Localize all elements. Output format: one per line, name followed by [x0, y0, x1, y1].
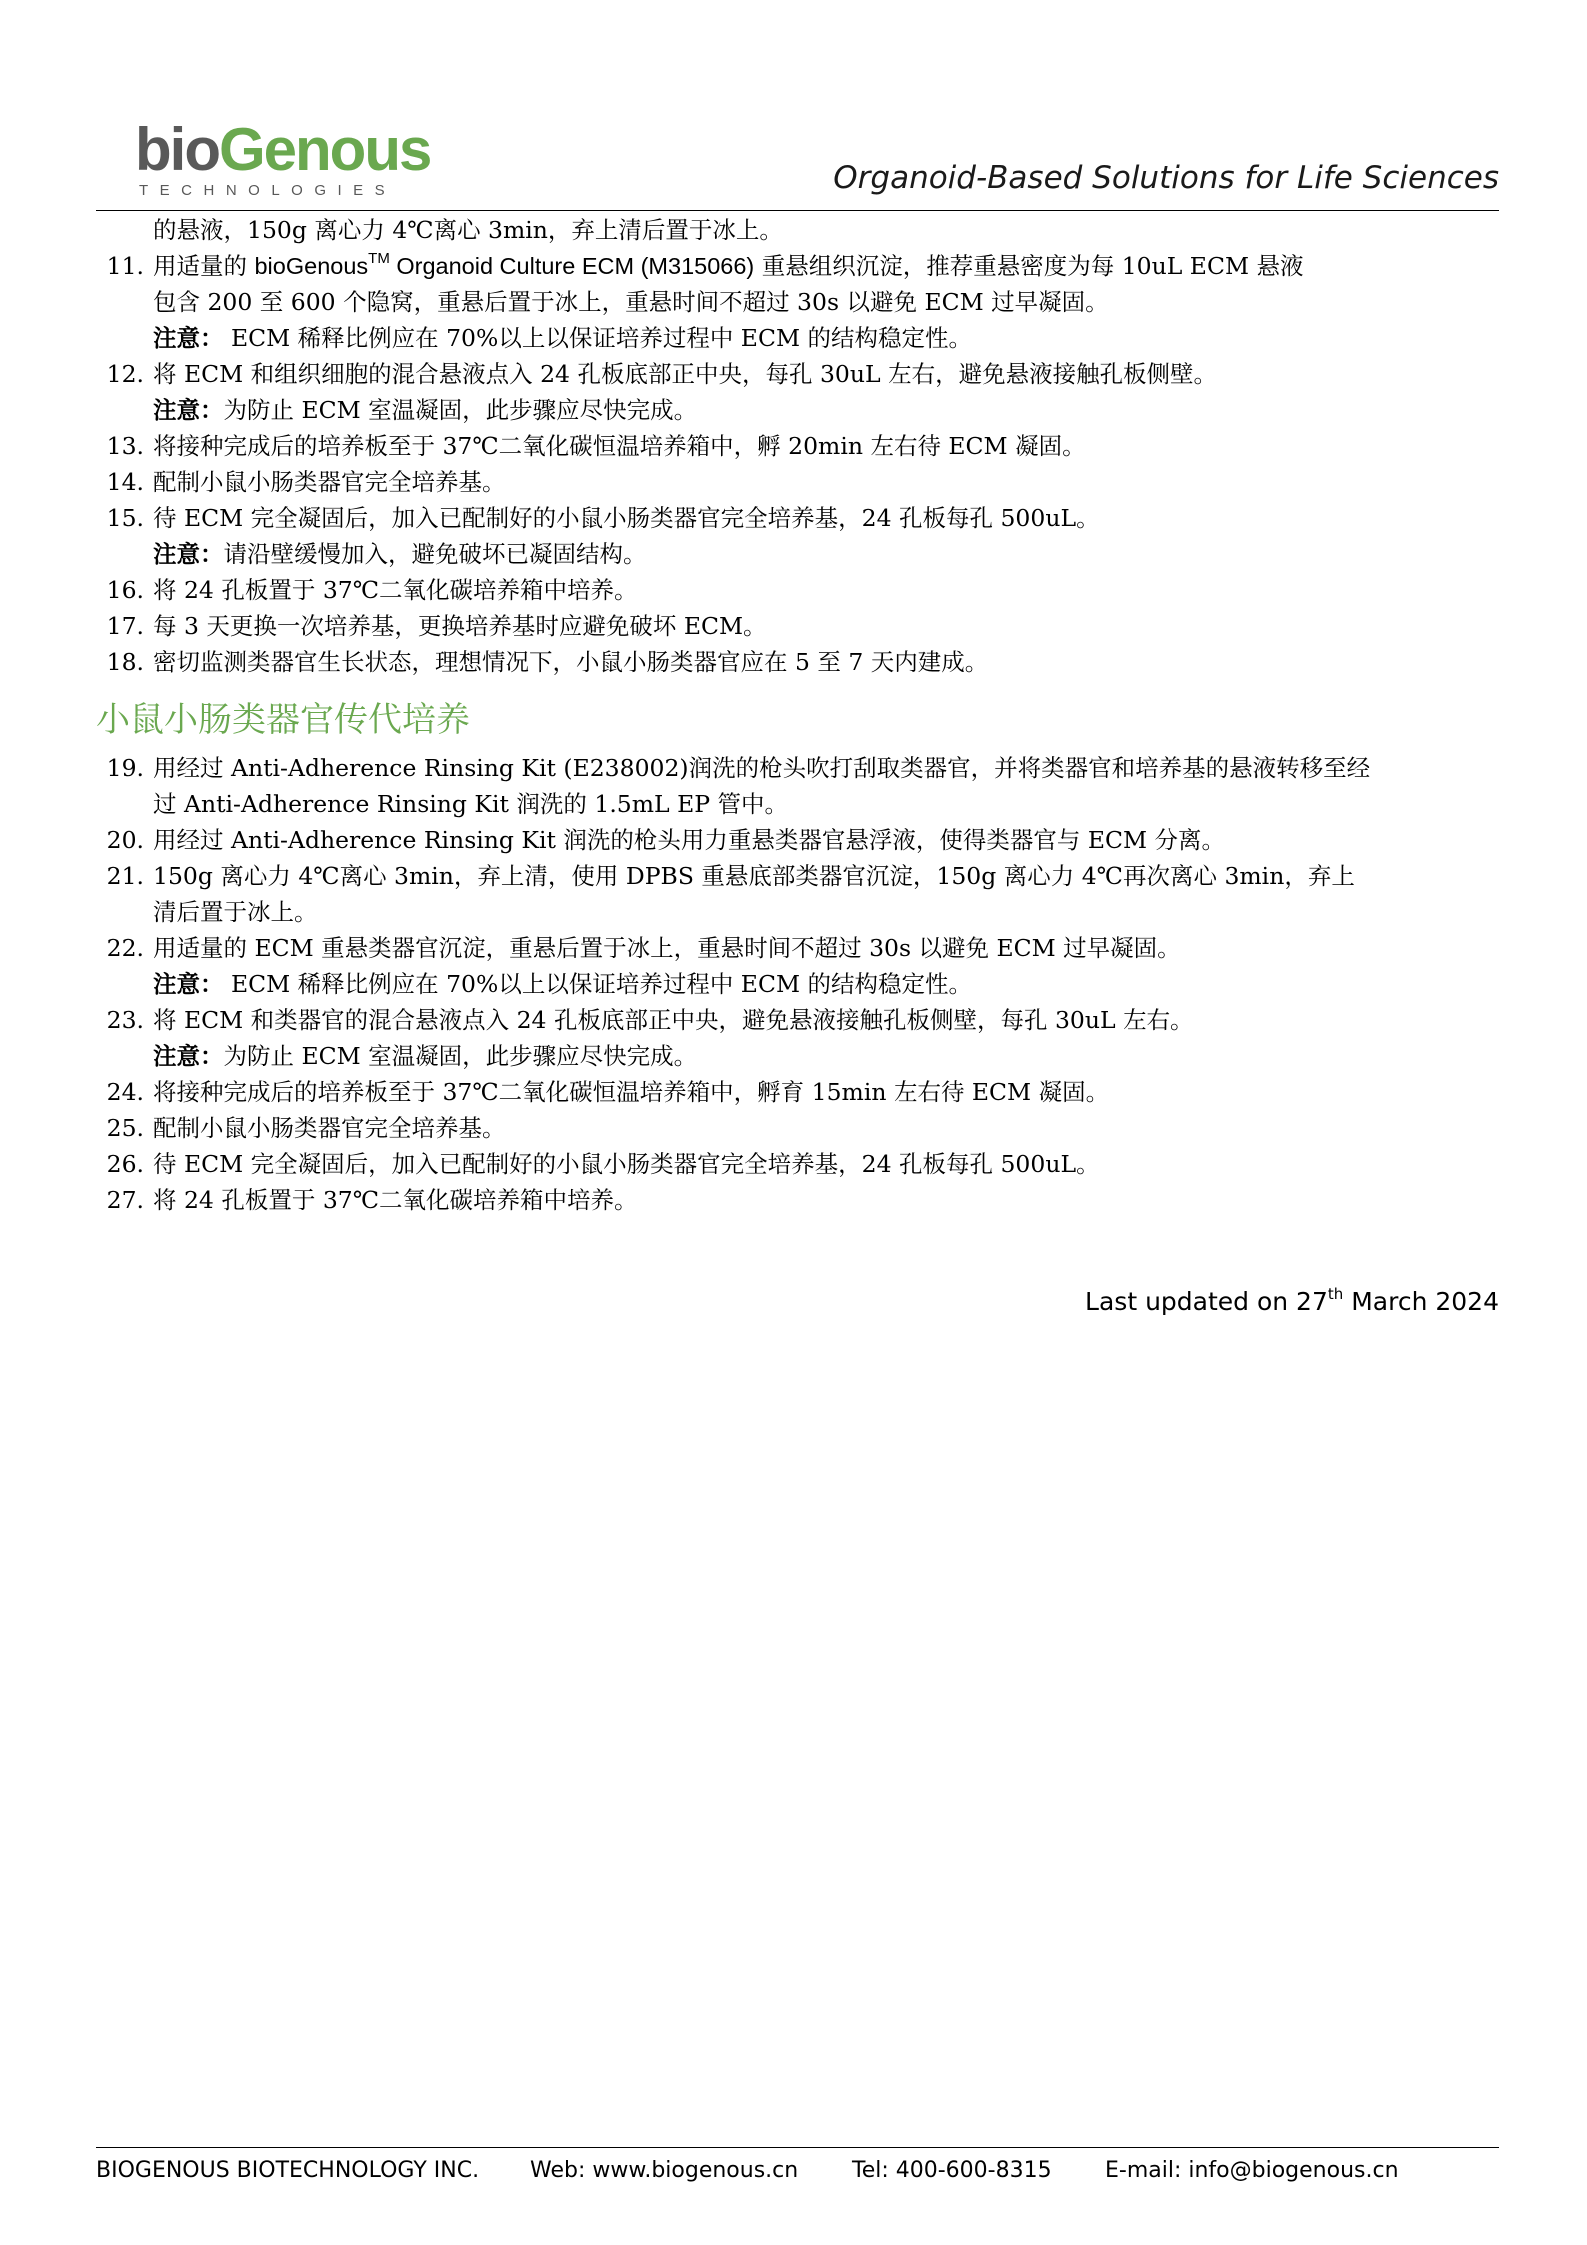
step-26: 26. 待 ECM 完全凝固后，加入已配制好的小鼠小肠类器官完全培养基，24 孔板每孔 500uL。: [96, 1146, 1100, 1182]
step-number: 26.: [106, 1150, 144, 1178]
note-label: 注意：: [153, 970, 224, 998]
note-line: 注意： ECM 稀释比例应在 70%以上以保证培养过程中 ECM 的结构稳定性。: [153, 970, 972, 998]
step-number: 19.: [106, 754, 144, 782]
step-20: 20. 用经过 Anti-Adherence Rinsing Kit 润洗的枪头用力重悬类器官悬浮液，使得类器官与 ECM 分离。: [96, 822, 1225, 858]
step-number: 17.: [106, 612, 144, 640]
step-number: 15.: [106, 504, 144, 532]
step-number: 18.: [106, 648, 144, 676]
step-number: 22.: [106, 934, 144, 962]
note-line: 注意： ECM 稀释比例应在 70%以上以保证培养过程中 ECM 的结构稳定性。: [153, 324, 972, 352]
header-divider: [96, 210, 1499, 211]
step-27: 27. 将 24 孔板置于 37℃二氧化碳培养箱中培养。: [96, 1182, 638, 1218]
step-12: 12. 将 ECM 和组织细胞的混合悬液点入 24 孔板底部正中央，每孔 30uL 左右，避免悬液接触孔板侧壁。: [96, 356, 1217, 392]
footer-email: E-mail: info@biogenous.cn: [1105, 2158, 1399, 2183]
logo-genous-text: Genous: [218, 116, 431, 183]
note-line: 注意：请沿壁缓慢加入，避免破坏已凝固结构。: [153, 540, 647, 568]
step-number: 27.: [106, 1186, 144, 1214]
note-label: 注意：: [153, 324, 224, 352]
note-label: 注意：: [153, 1042, 224, 1070]
section-heading: 小鼠小肠类器官传代培养: [96, 700, 470, 740]
company-logo: [135, 118, 435, 208]
brand-name: bioGenous: [254, 253, 369, 279]
note-line: 注意：为防止 ECM 室温凝固，此步骤应尽快完成。: [153, 396, 698, 424]
step-15: 15. 待 ECM 完全凝固后，加入已配制好的小鼠小肠类器官完全培养基，24 孔板每孔 500uL。: [96, 500, 1100, 536]
step-number: 16.: [106, 576, 144, 604]
step-11: 11. 用适量的 bioGenous™ Organoid Culture ECM (M315066) 重悬组织沉淀，推荐重悬密度为每 10uL ECM 悬液: [96, 248, 1303, 284]
step-21-continued: 清后置于冰上。: [153, 898, 318, 926]
footer-web: Web: www.biogenous.cn: [530, 2158, 799, 2183]
step-number: 25.: [106, 1114, 144, 1142]
step-number: 20.: [106, 826, 144, 854]
step-18: 18. 密切监测类器官生长状态，理想情况下，小鼠小肠类器官应在 5 至 7 天内建成。: [96, 644, 988, 680]
step-14: 14. 配制小鼠小肠类器官完全培养基。: [96, 464, 506, 500]
product-name: Organoid Culture ECM (M315066): [389, 253, 755, 279]
step-23: 23. 将 ECM 和类器官的混合悬液点入 24 孔板底部正中央，避免悬液接触孔板侧壁，每孔 30uL 左右。: [96, 1002, 1194, 1038]
step-number: 24.: [106, 1078, 144, 1106]
note-label: 注意：: [153, 540, 224, 568]
step-16: 16. 将 24 孔板置于 37℃二氧化碳培养箱中培养。: [96, 572, 638, 608]
last-updated-note: Last updated on 27th March 2024: [1085, 1284, 1499, 1316]
step-11-continued: 包含 200 至 600 个隐窝，重悬后置于冰上，重悬时间不超过 30s 以避免 ECM 过早凝固。: [153, 288, 1109, 316]
note-label: 注意：: [153, 396, 224, 424]
step-19: 19. 用经过 Anti-Adherence Rinsing Kit (E238002)润洗的枪头吹打刮取类器官，并将类器官和培养基的悬液转移至经: [96, 750, 1370, 786]
step-number: 13.: [106, 432, 144, 460]
logo-subtitle: TECHNOLOGIES: [139, 182, 397, 199]
continued-text-line: 的悬液，150g 离心力 4℃离心 3min，弃上清后置于冰上。: [153, 216, 783, 244]
footer-company: BIOGENOUS BIOTECHNOLOGY INC.: [96, 2158, 480, 2183]
step-25: 25. 配制小鼠小肠类器官完全培养基。: [96, 1110, 506, 1146]
step-number: 12.: [106, 360, 144, 388]
step-number: 23.: [106, 1006, 144, 1034]
trademark-mark: TM: [368, 250, 390, 268]
step-19-continued: 过 Anti-Adherence Rinsing Kit 润洗的 1.5mL EP 管中。: [153, 790, 789, 818]
footer-divider: [96, 2147, 1499, 2148]
step-21: 21. 150g 离心力 4℃离心 3min，弃上清，使用 DPBS 重悬底部类器官沉淀，150g 离心力 4℃再次离心 3min，弃上: [96, 858, 1355, 894]
step-22: 22. 用适量的 ECM 重悬类器官沉淀，重悬后置于冰上，重悬时间不超过 30s 以避免 ECM 过早凝固。: [96, 930, 1181, 966]
header-tagline: Organoid-Based Solutions for Life Sciences: [833, 160, 1499, 196]
step-number: 14.: [106, 468, 144, 496]
note-line: 注意：为防止 ECM 室温凝固，此步骤应尽快完成。: [153, 1042, 698, 1070]
step-13: 13. 将接种完成后的培养板至于 37℃二氧化碳恒温培养箱中，孵 20min 左右待 ECM 凝固。: [96, 428, 1086, 464]
step-24: 24. 将接种完成后的培养板至于 37℃二氧化碳恒温培养箱中，孵育 15min 左右待 ECM 凝固。: [96, 1074, 1109, 1110]
footer-tel: Tel: 400-600-8315: [852, 2158, 1052, 2183]
step-number: 11.: [106, 252, 144, 280]
logo-bio-text: bio: [135, 116, 219, 183]
step-17: 17. 每 3 天更换一次培养基，更换培养基时应避免破坏 ECM。: [96, 608, 767, 644]
step-number: 21.: [106, 862, 144, 890]
